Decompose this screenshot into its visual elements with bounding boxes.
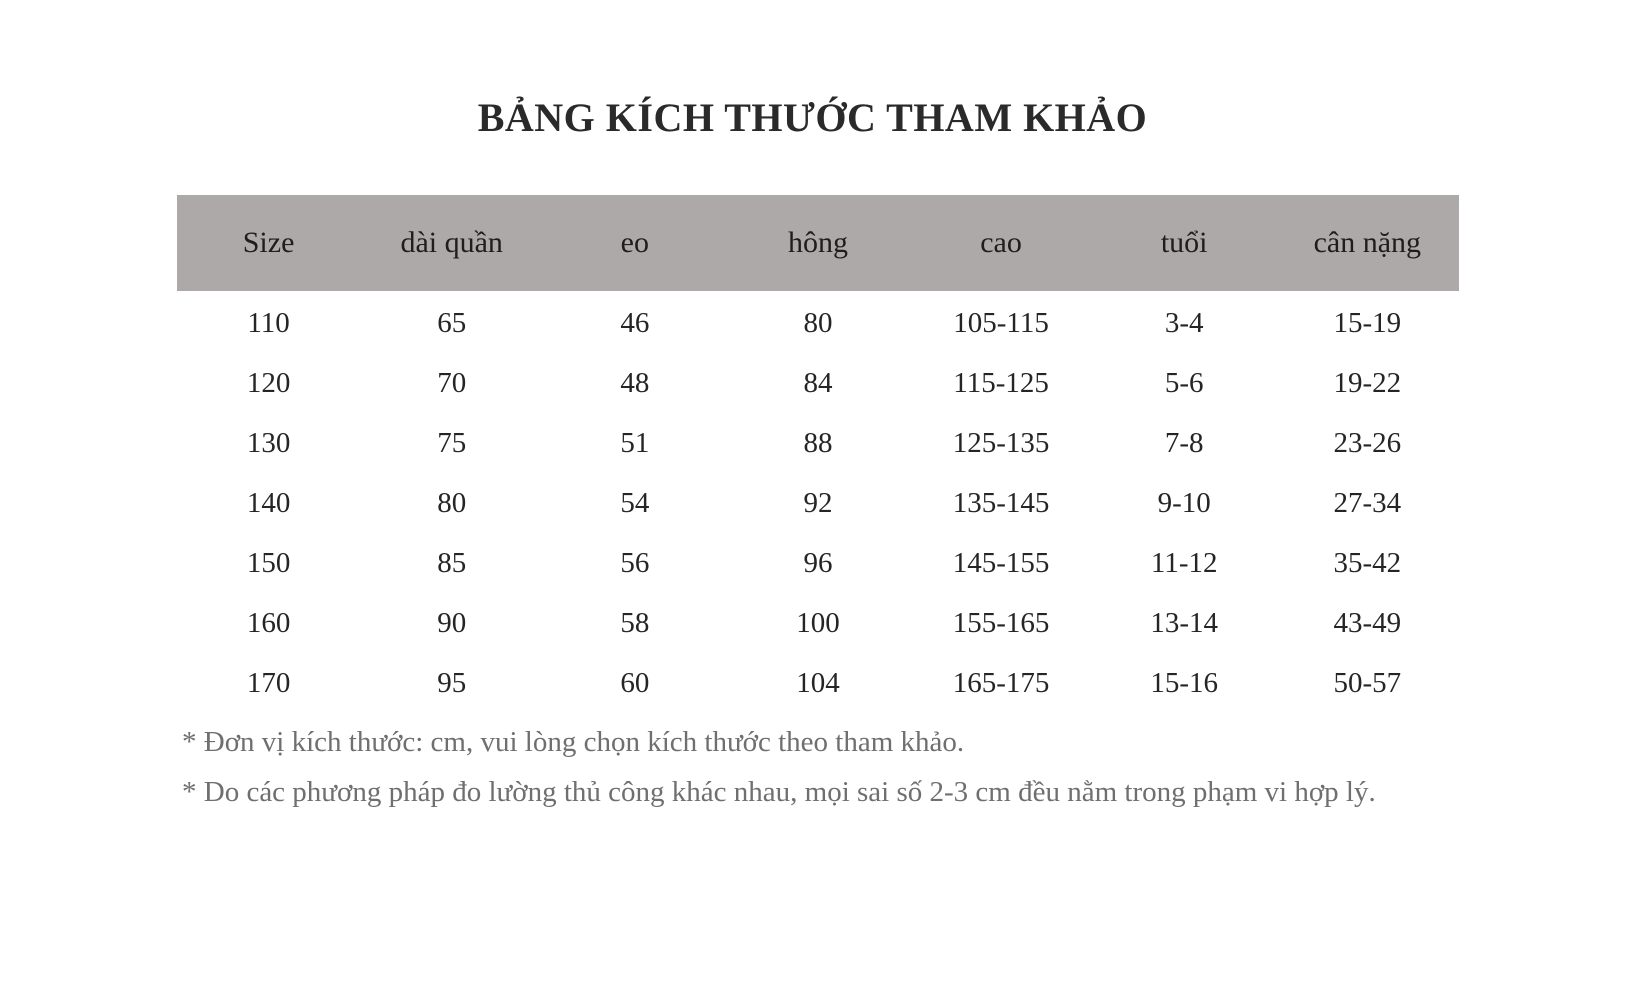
note-unit: * Đơn vị kích thước: cm, vui lòng chọn kích thước theo tham khảo. — [182, 726, 965, 758]
header-size: Size — [242, 226, 295, 259]
cell-waist: 48 — [620, 366, 650, 399]
cell-age: 9-10 — [1157, 486, 1211, 519]
cell-waist: 60 — [620, 666, 650, 699]
cell-hip: 88 — [803, 426, 833, 459]
cell-weight: 19-22 — [1333, 366, 1402, 399]
cell-weight: 15-19 — [1333, 306, 1402, 339]
header-age: tuổi — [1160, 226, 1208, 259]
cell-hip: 84 — [803, 366, 833, 399]
cell-pants-length: 80 — [437, 486, 467, 519]
cell-pants-length: 75 — [437, 426, 467, 459]
table-row — [177, 293, 1459, 353]
note-tolerance: * Do các phương pháp đo lường thủ công khác nhau, mọi sai số 2-3 cm đều nằm trong phạm vi hợp lý. — [182, 776, 1376, 808]
cell-age: 11-12 — [1150, 546, 1218, 579]
page-title: BẢNG KÍCH THƯỚC THAM KHẢO — [477, 95, 1148, 140]
cell-hip: 104 — [796, 666, 840, 699]
table-row — [177, 353, 1459, 413]
cell-height: 125-135 — [952, 426, 1050, 459]
cell-waist: 46 — [620, 306, 650, 339]
cell-height: 145-155 — [952, 546, 1050, 579]
header-pants-length: dài quần — [400, 226, 503, 259]
cell-age: 7-8 — [1164, 426, 1204, 459]
cell-pants-length: 70 — [437, 366, 467, 399]
table-row — [177, 413, 1459, 473]
table-row — [177, 533, 1459, 593]
notes — [182, 717, 1582, 817]
cell-size: 120 — [246, 366, 291, 399]
cell-hip: 100 — [796, 606, 840, 639]
cell-weight: 35-42 — [1333, 546, 1402, 579]
cell-age: 13-14 — [1150, 606, 1219, 639]
cell-pants-length: 65 — [437, 306, 467, 339]
cell-pants-length: 90 — [437, 606, 467, 639]
cell-age: 3-4 — [1164, 306, 1204, 339]
table-row — [177, 473, 1459, 533]
cell-height: 135-145 — [952, 486, 1050, 519]
cell-waist: 51 — [620, 426, 650, 459]
cell-size: 150 — [246, 546, 291, 579]
cell-waist: 54 — [620, 486, 650, 519]
cell-weight: 43-49 — [1333, 606, 1402, 639]
table-row — [177, 593, 1459, 653]
table-body — [177, 291, 1459, 713]
size-table — [177, 195, 1459, 713]
cell-size: 170 — [246, 666, 291, 699]
cell-hip: 80 — [803, 306, 833, 339]
cell-height: 115-125 — [953, 366, 1049, 399]
cell-hip: 96 — [803, 546, 833, 579]
cell-hip: 92 — [803, 486, 833, 519]
header-weight: cân nặng — [1313, 226, 1422, 259]
cell-waist: 58 — [620, 606, 650, 639]
cell-age: 5-6 — [1164, 366, 1204, 399]
header-hip: hông — [787, 226, 848, 259]
cell-pants-length: 95 — [437, 666, 467, 699]
cell-height: 165-175 — [952, 666, 1050, 699]
cell-age: 15-16 — [1150, 666, 1219, 699]
cell-height: 155-165 — [952, 606, 1050, 639]
cell-weight: 27-34 — [1333, 486, 1402, 519]
cell-pants-length: 85 — [437, 546, 467, 579]
header-height: cao — [980, 226, 1022, 259]
cell-size: 160 — [246, 606, 291, 639]
cell-size: 140 — [246, 486, 291, 519]
cell-size: 130 — [246, 426, 291, 459]
cell-weight: 50-57 — [1333, 666, 1402, 699]
cell-waist: 56 — [620, 546, 650, 579]
cell-height: 105-115 — [953, 306, 1049, 339]
table-row — [177, 653, 1459, 713]
table-header — [177, 195, 1459, 291]
header-waist: eo — [620, 226, 649, 259]
cell-size: 110 — [247, 306, 290, 339]
cell-weight: 23-26 — [1333, 426, 1402, 459]
